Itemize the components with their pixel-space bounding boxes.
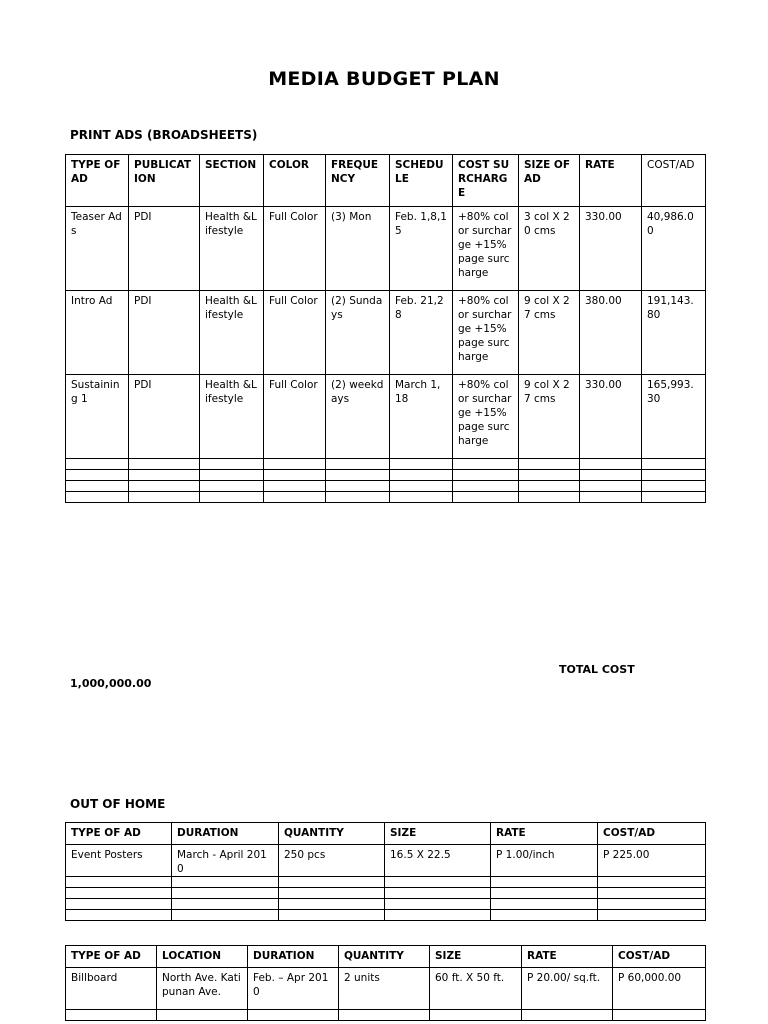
cell: PDI [129, 291, 200, 375]
cell: P 1.00/inch [491, 845, 598, 877]
col-cost-surcharge: COST SURCHARGE [453, 155, 519, 207]
cell: Health &Lifestyle [200, 291, 264, 375]
cell: 60 ft. X 50 ft. [430, 968, 522, 1010]
col-quantity: QUANTITY [279, 823, 385, 845]
col-location: LOCATION [157, 946, 248, 968]
total-cost-label: TOTAL COST [559, 663, 635, 676]
col-rate: RATE [491, 823, 598, 845]
cell: Intro Ad [66, 291, 129, 375]
cell: P 225.00 [598, 845, 706, 877]
print-ads-heading: PRINT ADS (BROADSHEETS) [70, 128, 258, 142]
cell: Full Color [264, 207, 326, 291]
cell: 9 col X 27 cms [519, 291, 580, 375]
empty-row [66, 910, 706, 921]
cell: (2) weekdays [326, 375, 390, 459]
empty-row [66, 470, 706, 481]
cell: Feb. – Apr 2010 [248, 968, 339, 1010]
table-row [66, 968, 706, 1010]
event-posters-table [65, 822, 706, 921]
ooh-header-row [66, 823, 706, 845]
col-duration: DURATION [172, 823, 279, 845]
col-frequency: FREQUENCY [326, 155, 390, 207]
cell: 330.00 [580, 207, 642, 291]
col-size: SIZE [430, 946, 522, 968]
col-schedule: SCHEDULE [390, 155, 453, 207]
col-quantity: QUANTITY [339, 946, 430, 968]
cell: Sustaining 1 [66, 375, 129, 459]
print-ads-table [65, 154, 706, 503]
cell: Event Posters [66, 845, 172, 877]
col-rate: RATE [580, 155, 642, 207]
col-color: COLOR [264, 155, 326, 207]
table-row [66, 207, 706, 291]
table-row [66, 291, 706, 375]
col-duration: DURATION [248, 946, 339, 968]
cell: 16.5 X 22.5 [385, 845, 491, 877]
cell: Full Color [264, 291, 326, 375]
empty-row [66, 888, 706, 899]
cell: P 60,000.00 [613, 968, 706, 1010]
cell: 380.00 [580, 291, 642, 375]
table-row [66, 845, 706, 877]
cell: Billboard [66, 968, 157, 1010]
total-cost-value: 1,000,000.00 [70, 677, 152, 690]
out-of-home-heading: OUT OF HOME [70, 797, 166, 811]
table-row [66, 375, 706, 459]
empty-row [66, 877, 706, 888]
cell: +80% color surcharge +15% page surcharge [453, 375, 519, 459]
col-type-of-ad: TYPE OF AD [66, 823, 172, 845]
billboard-table [65, 945, 706, 1021]
col-rate: RATE [522, 946, 613, 968]
cell: Health &Lifestyle [200, 375, 264, 459]
cell: +80% color surcharge +15% page surcharge [453, 291, 519, 375]
cell: Feb. 21,28 [390, 291, 453, 375]
cell: 9 col X 27 cms [519, 375, 580, 459]
col-cost-per-ad: COST/AD [613, 946, 706, 968]
empty-row [66, 1010, 706, 1021]
cell: 2 units [339, 968, 430, 1010]
cell: 330.00 [580, 375, 642, 459]
cell: 191,143.80 [642, 291, 706, 375]
print-header-row [66, 155, 706, 207]
cell: PDI [129, 375, 200, 459]
cell: Health &Lifestyle [200, 207, 264, 291]
empty-row [66, 899, 706, 910]
col-publication: PUBLICATION [129, 155, 200, 207]
empty-row [66, 459, 706, 470]
cell: 40,986.00 [642, 207, 706, 291]
billboard-header-row [66, 946, 706, 968]
cell: 3 col X 20 cms [519, 207, 580, 291]
empty-row [66, 481, 706, 492]
cell: 250 pcs [279, 845, 385, 877]
cell: (2) Sundays [326, 291, 390, 375]
cell: PDI [129, 207, 200, 291]
empty-row [66, 492, 706, 503]
cell: March - April 2010 [172, 845, 279, 877]
cell: P 20.00/ sq.ft. [522, 968, 613, 1010]
cell: +80% color surcharge +15% page surcharge [453, 207, 519, 291]
cell: 165,993.30 [642, 375, 706, 459]
col-size-of-ad: SIZE OF AD [519, 155, 580, 207]
cell: March 1,18 [390, 375, 453, 459]
cell: Teaser Ads [66, 207, 129, 291]
page-title: MEDIA BUDGET PLAN [268, 68, 500, 90]
cell: Full Color [264, 375, 326, 459]
col-cost-per-ad: COST/AD [598, 823, 706, 845]
col-type-of-ad: TYPE OF AD [66, 155, 129, 207]
col-cost-per-ad: COST/AD [642, 155, 706, 207]
col-size: SIZE [385, 823, 491, 845]
col-section: SECTION [200, 155, 264, 207]
col-type-of-ad: TYPE OF AD [66, 946, 157, 968]
cell: North Ave. Katipunan Ave. [157, 968, 248, 1010]
cell: Feb. 1,8,15 [390, 207, 453, 291]
cell: (3) Mon [326, 207, 390, 291]
